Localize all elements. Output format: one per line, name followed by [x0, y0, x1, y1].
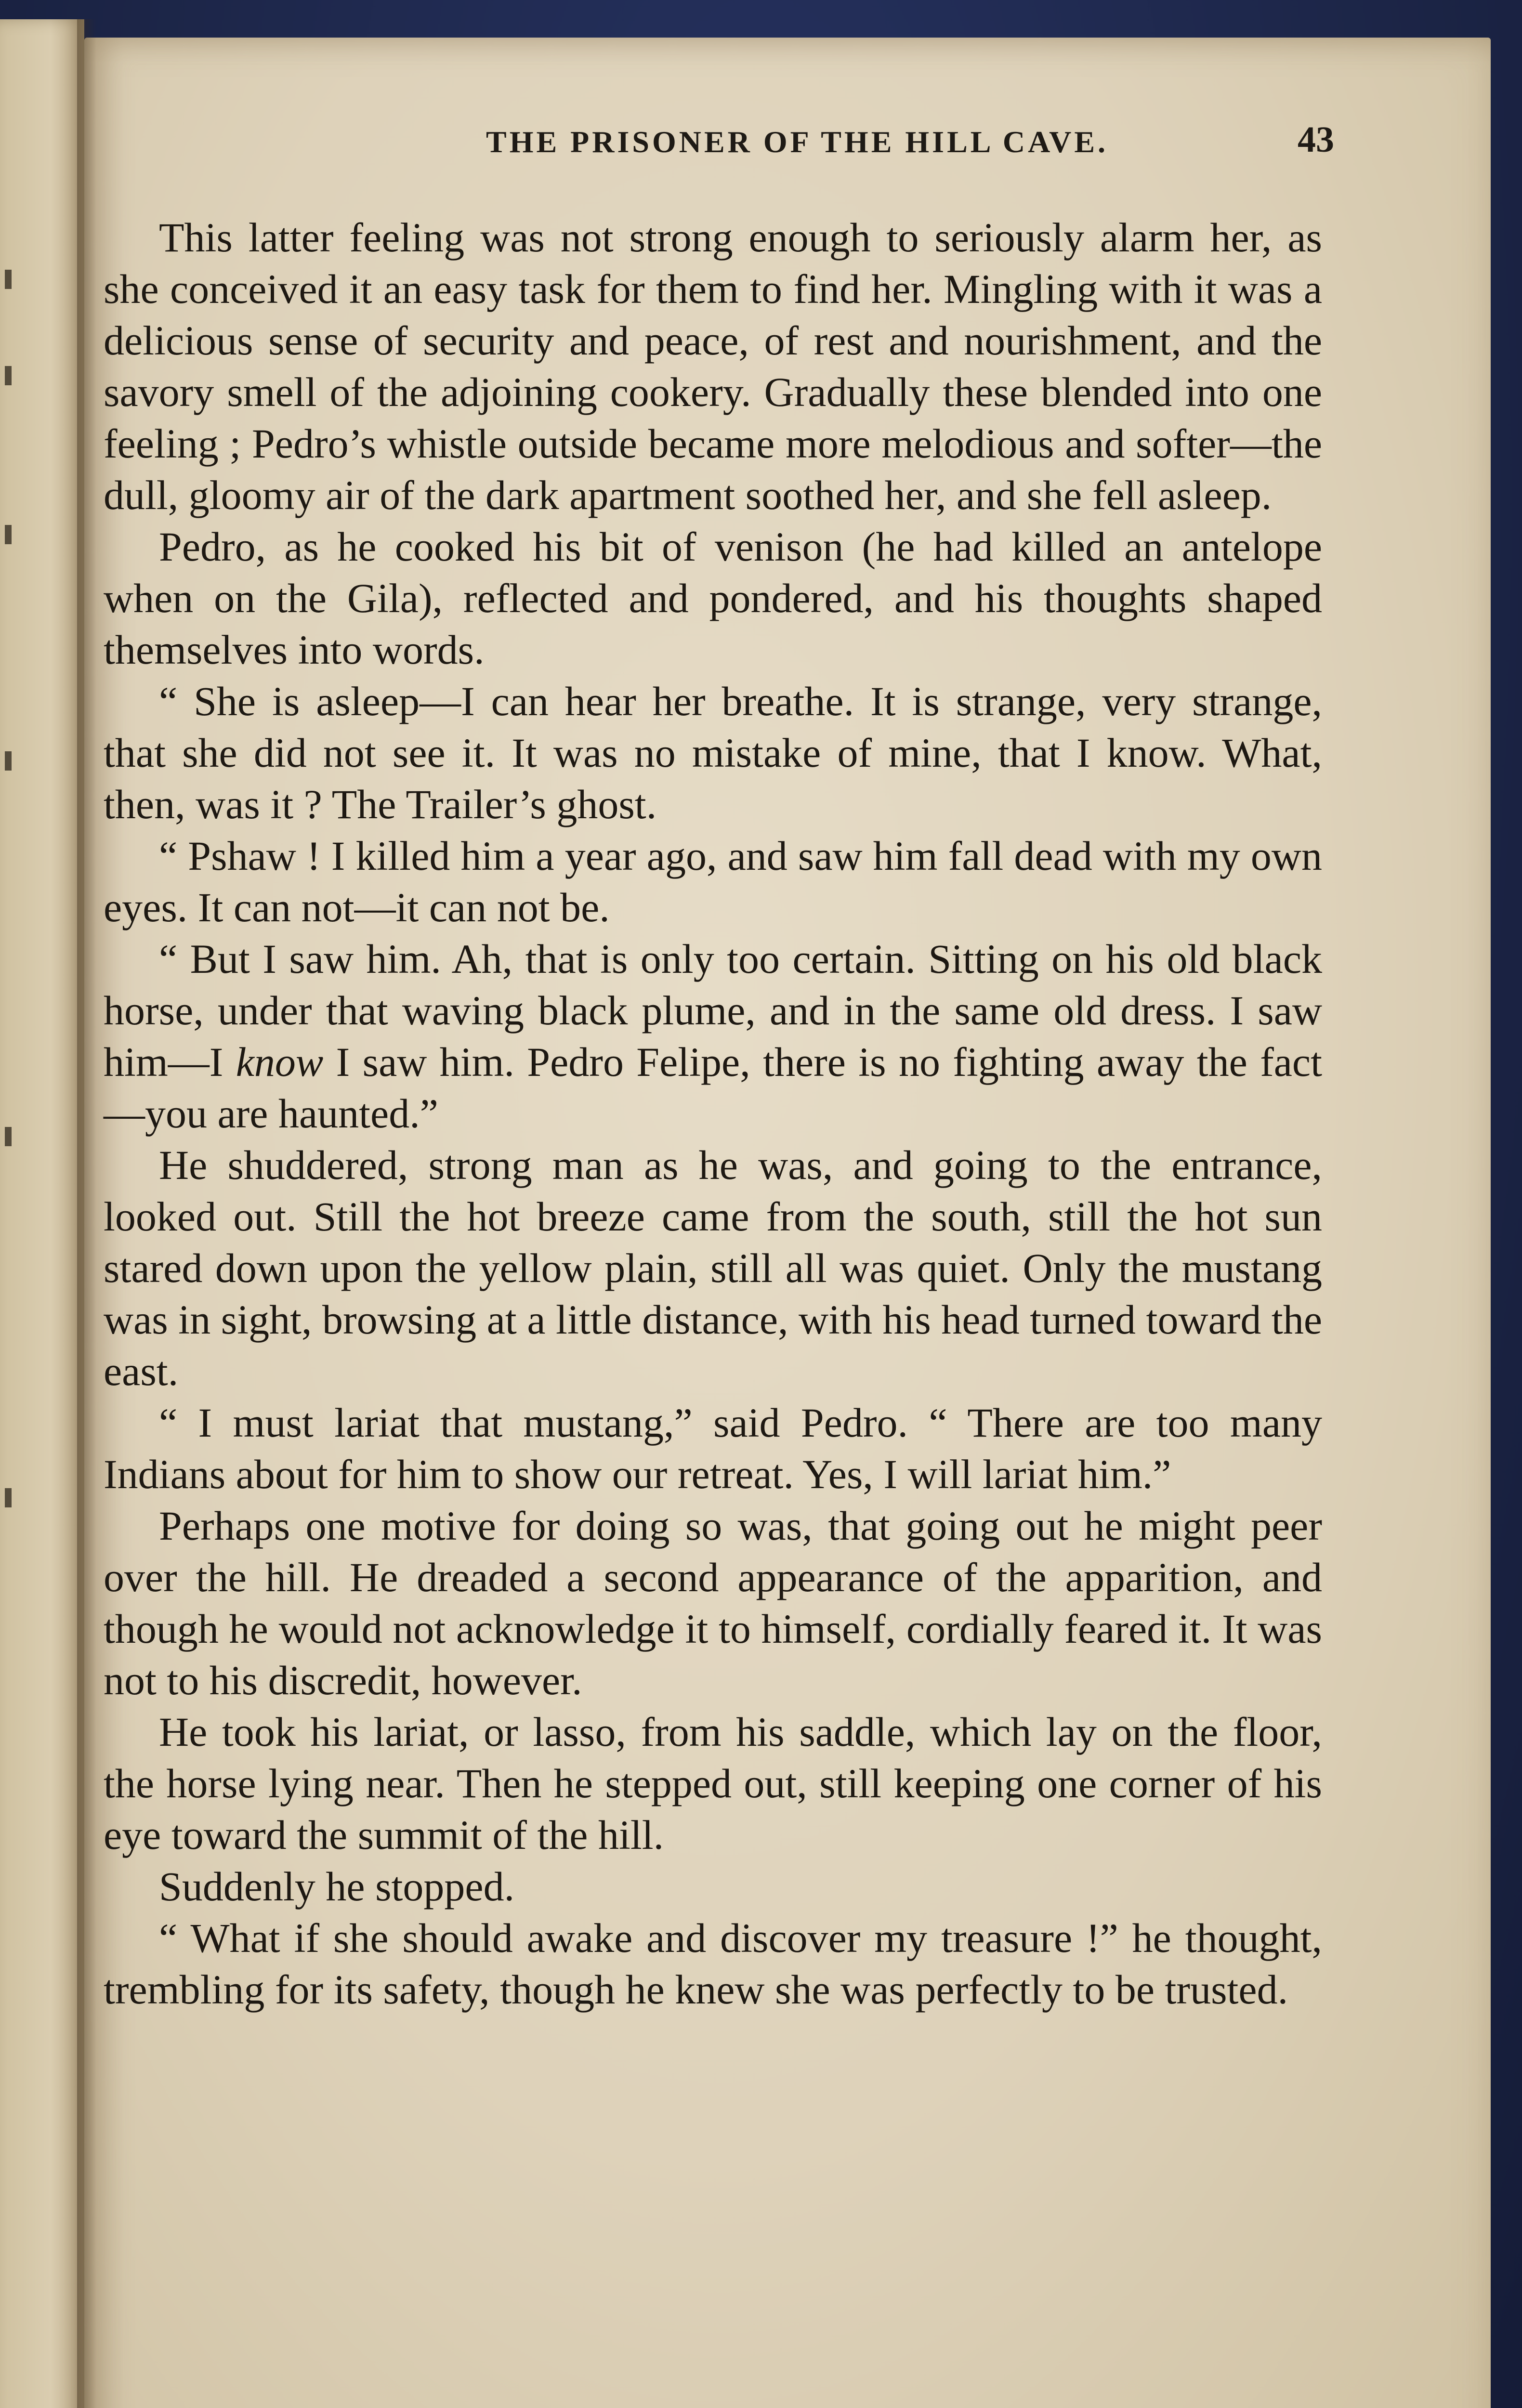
paragraph: He took his lariat, or lasso, from his saddle, which lay on the floor, the horse lying near. Then he stepped out, still keeping one corner of his eye toward the summit of the hill.	[104, 1709, 1322, 1858]
running-head: THE PRISONER OF THE HILL CAVE.	[486, 125, 1108, 159]
paragraph: Suddenly he stopped.	[159, 1863, 515, 1910]
paragraph-text: I saw him. Pedro Felipe, there is no fighting away the fact—you are haunted.”	[104, 1039, 1322, 1137]
facing-page-ink-mark	[5, 366, 12, 385]
emphasized-word: know	[236, 1039, 324, 1085]
paragraph-text: “ But I saw him. Ah, that is only too certain. Sitting on his old black horse, under that waving black plume, and in the same old dress. I saw him—I	[104, 936, 1322, 1085]
paragraph: Perhaps one motive for doing so was, that going out he might peer over the hill. He dreaded a second appearance of the apparition, and though he would not acknowledge it to himself, cordially feared it. It was not to his discredit, however.	[104, 1503, 1322, 1703]
facing-page-ink-mark	[5, 270, 12, 289]
paragraph	[104, 933, 1322, 1139]
gutter-shadow	[77, 19, 96, 2408]
page-body	[104, 212, 1322, 2015]
facing-page-ink-mark	[5, 1127, 12, 1146]
paragraph: He shuddered, strong man as he was, and going to the entrance, looked out. Still the hot breeze came from the south, still the hot sun stared down upon the yellow plain, still all was quiet. Only the mustang was in sight, browsing at a little distance, with his head turned toward the east.	[104, 1142, 1322, 1394]
paragraph: “ What if she should awake and discover my treasure !” he thought, trembling for its safety, though he knew she was perfectly to be trusted.	[104, 1915, 1322, 2013]
paragraph: Pedro, as he cooked his bit of venison (he had killed an antelope when on the Gila), reflected and pondered, and his thoughts shaped themselves into words.	[104, 523, 1322, 673]
page-number: 43	[1298, 119, 1334, 160]
facing-page-ink-mark	[5, 525, 12, 544]
facing-page-edge	[0, 19, 84, 2408]
facing-page-ink-mark	[5, 751, 12, 771]
paragraph: “ Pshaw ! I killed him a year ago, and saw him fall dead with my own eyes. It can not—it can not be.	[104, 833, 1322, 930]
paragraph: This latter feeling was not strong enough to seriously alarm her, as she conceived it an easy task for them to find her. Mingling with it was a delicious sense of security and peace, of rest and nourishment, and the savory smell of the adjoining cookery. Gradually these blended into one feeling ; Pedro’s whistle outside became more melodious and softer—the dull, gloomy air of the dark apartment soothed her, and she fell asleep.	[104, 214, 1322, 518]
paragraph: “ She is asleep—I can hear her breathe. It is strange, very strange, that she did not see it. It was no mistake of mine, that I know. What, then, was it ? The Trailer’s ghost.	[104, 678, 1322, 827]
paragraph: “ I must lariat that mustang,” said Pedro. “ There are too many Indians about for him to show our retreat. Yes, I will lariat him.”	[104, 1400, 1322, 1497]
facing-page-ink-mark	[5, 1488, 12, 1507]
